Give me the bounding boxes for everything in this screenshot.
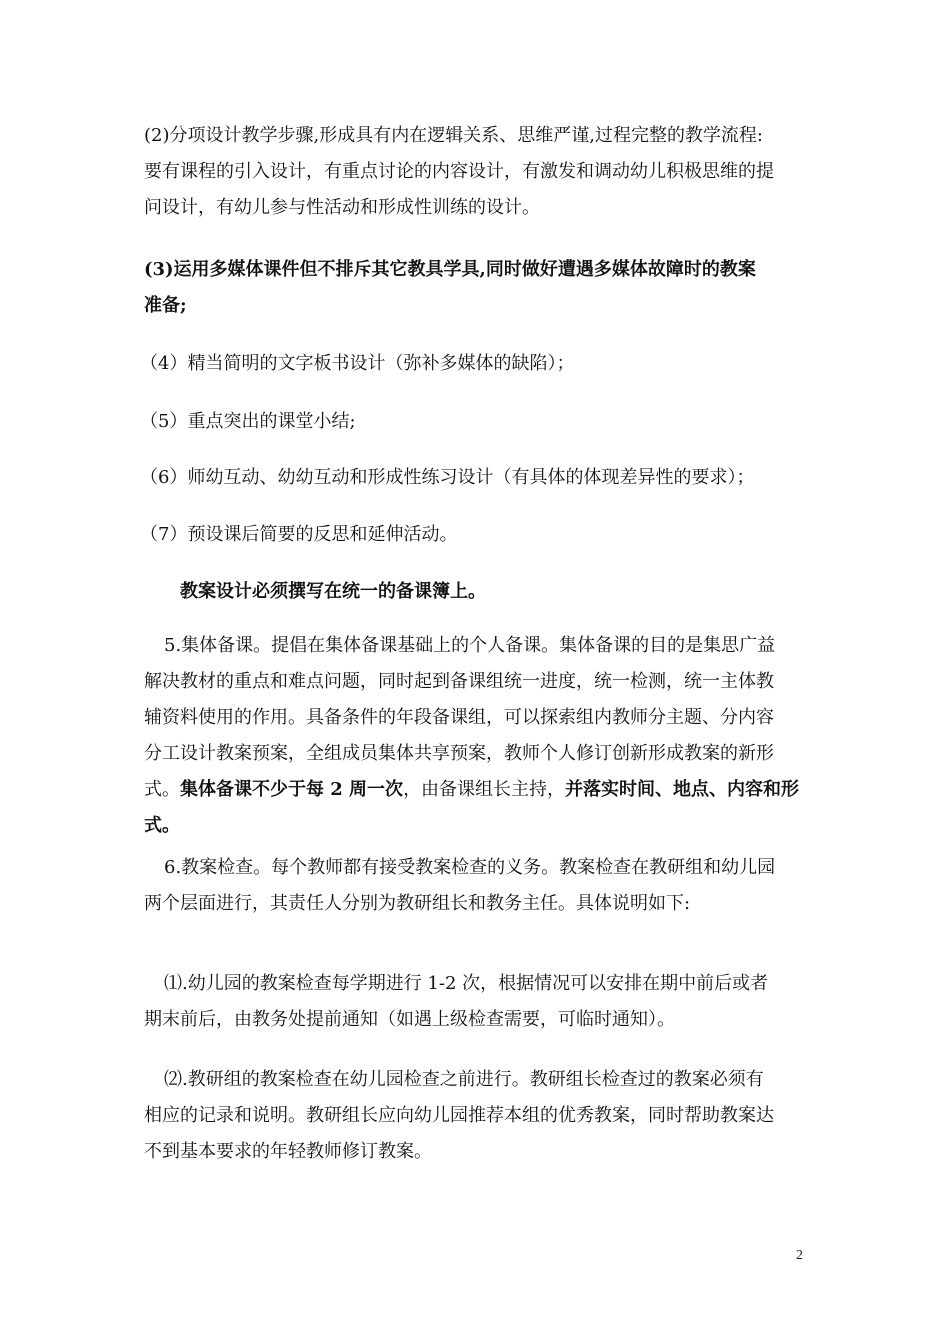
text-line: 期末前后，由教务处提前通知（如遇上级检查需要，可临时通知）。 <box>144 1009 675 1030</box>
text-line: ⑵.教研组的教案检查在幼儿园检查之前进行。教研组长检查过的教案必须有 <box>164 1069 764 1090</box>
text-line: 解决教材的重点和难点问题，同时起到备课组统一进度，统一检测，统一主体教 <box>144 671 774 692</box>
text-line: 辅资料使用的作用。具备条件的年段备课组，可以探索组内教师分主题、分内容 <box>144 707 774 728</box>
section-6-lesson-plan-check <box>144 850 812 922</box>
text-line: （5）重点突出的课堂小结; <box>140 411 356 432</box>
text-fragment: 式。 <box>144 779 180 800</box>
text-fragment: ，由备课组长主持， <box>403 779 566 800</box>
paragraph-item-2 <box>144 118 812 226</box>
bold-fragment: 并落实时间、地点、内容和形 <box>565 779 800 800</box>
text-line: 两个层面进行，其责任人分别为教研组长和教务主任。具体说明如下: <box>144 893 691 914</box>
bold-fragment: 集体备课不少于每 2 周一次 <box>180 779 404 800</box>
text-line: ⑴.幼儿园的教案检查每学期进行 1-2 次，根据情况可以安排在期中前后或者 <box>164 973 769 994</box>
text-line: 不到基本要求的年轻教师修订教案。 <box>144 1141 432 1162</box>
text-line: 问设计，有幼儿参与性活动和形成性训练的设计。 <box>144 197 540 218</box>
lesson-plan-note <box>180 574 848 610</box>
page-number: 2 <box>796 1248 803 1263</box>
paragraph-item-6 <box>140 460 808 496</box>
text-line: 式。 <box>144 815 180 836</box>
paragraph-item-7 <box>140 517 808 553</box>
text-line: 5.集体备课。提倡在集体备课基础上的个人备课。集体备课的目的是集思广益 <box>164 635 776 656</box>
text-line: (2)分项设计教学步骤,形成具有内在逻辑关系、思维严谨,过程完整的教学流程: <box>144 125 764 146</box>
text-line: （6）师幼互动、幼幼互动和形成性练习设计（有具体的体现差异性的要求）； <box>140 467 755 488</box>
text-line: 分工设计教案预案，全组成员集体共享预案，教师个人修订创新形成教案的新形 <box>144 743 774 764</box>
text-line: 准备; <box>144 295 187 316</box>
text-line: 要有课程的引入设计，有重点讨论的内容设计，有激发和调动幼儿积极思维的提 <box>144 161 774 182</box>
section-6-item-1 <box>144 966 812 1038</box>
text-line: 6.教案检查。每个教师都有接受教案检查的义务。教案检查在教研组和幼儿园 <box>164 857 776 878</box>
text-line: （4）精当简明的文字板书设计（弥补多媒体的缺陷）； <box>140 353 575 374</box>
paragraph-item-4 <box>140 346 808 382</box>
text-line: （7）预设课后简要的反思和延伸活动。 <box>140 524 458 545</box>
section-5-collective-preparation <box>144 628 812 844</box>
text-line-mixed <box>144 772 812 808</box>
paragraph-item-5 <box>140 404 808 440</box>
paragraph-item-3 <box>144 252 812 324</box>
text-line: (3)运用多媒体课件但不排斥其它教具学具,同时做好遭遇多媒体故障时的教案 <box>144 259 756 280</box>
section-6-item-2 <box>144 1062 812 1170</box>
text-line: 教案设计必须撰写在统一的备课簿上。 <box>180 581 486 602</box>
text-line: 相应的记录和说明。教研组长应向幼儿园推荐本组的优秀教案，同时帮助教案达 <box>144 1105 774 1126</box>
